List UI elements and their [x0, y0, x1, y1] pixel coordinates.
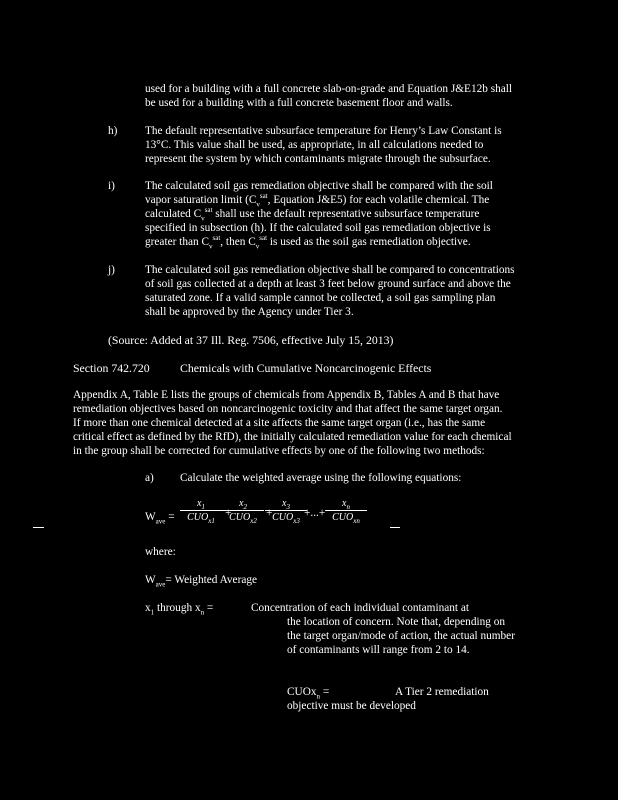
appendix-line-2: remediation objectives based on noncarcinogenic toxicity and that affect the same target organ. [73, 403, 503, 415]
def-cuo-symbol: CUOx$_n$ = [287, 686, 330, 701]
def-wave: $W_{ave}=$ Weighted Average [145, 574, 258, 589]
def-x-line-1: Concentration of each individual contaminant at [251, 602, 470, 614]
equation-term-3: $x_3$ $CUO_{x3}$ [265, 498, 307, 523]
equation-plus-2: + [266, 507, 273, 519]
appendix-line-3: If more than one chemical detected at a site affects the same target organ (i.e., has the same [73, 417, 486, 429]
equation-term-n: $x_n$ $CUO_{xn}$ [325, 498, 367, 523]
item-j-line-4: shall be approved by the Agency under Tier 3. [145, 306, 354, 318]
item-i-line-4: specified in subsection (h). If the calculated soil gas remediation objective is [145, 222, 491, 234]
equation-lhs: $W_{ave}$ = [145, 511, 175, 526]
def-x-line-4: of contaminants will range from 2 to 14. [287, 644, 470, 656]
item-h-line-3: represent the system by which contaminants migrate through the subsurface. [145, 153, 491, 165]
equation-plus-ellipsis: +...+ [304, 507, 326, 519]
def-x-symbol: $x_1$ through $x_n$ = [145, 602, 214, 617]
item-a-text: Calculate the weighted average using the following equations: [180, 472, 462, 484]
item-h-marker: h) [108, 125, 118, 137]
intro-line-2: be used for a building with a full concrete basement floor and walls. [145, 97, 453, 109]
appendix-line-4: critical effect as defined by the RfD), the initially calculated remediation value for each chemical [73, 431, 512, 443]
item-h-line-2: 13°C. This value shall be used, as appropriate, in all calculations needed to [145, 139, 484, 151]
item-i-marker: i) [108, 180, 115, 192]
equation-plus-1: + [225, 507, 232, 519]
equation-term-2: $x_2$ $CUO_{x2}$ [222, 498, 264, 523]
equation-term-1: $x_1$ $CUO_{x1}$ [180, 498, 222, 523]
def-x-line-2: the location of concern. Note that, depending on [287, 616, 506, 628]
section-number: Section 742.720 [73, 361, 150, 375]
item-j-marker: j) [108, 264, 115, 276]
source-note: (Source: Added at 37 Ill. Reg. 7506, effective July 15, 2013) [108, 333, 394, 347]
left-margin-mark [33, 527, 44, 528]
item-h-paragraph [145, 124, 545, 166]
appendix-paragraph [73, 388, 512, 458]
item-h-line-1: The default representative subsurface temperature for Henry’s Law Constant is [145, 125, 502, 137]
intro-paragraph [145, 82, 545, 110]
intro-line-1: used for a building with a full concrete slab-on-grade and Equation J&E12b shall [145, 83, 513, 95]
section-title: Chemicals with Cumulative Noncarcinogenic Effects [180, 361, 432, 375]
def-x-line-3: the target organ/mode of action, the actual number [287, 630, 515, 642]
item-j-line-2: of soil gas collected at a depth at least 3 feet below ground surface and above the [145, 278, 511, 290]
item-i-line-1: The calculated soil gas remediation objective shall be compared with the soil [145, 180, 493, 192]
item-j-line-1: The calculated soil gas remediation objective shall be compared to concentrations [145, 264, 515, 276]
item-j-paragraph [145, 263, 545, 319]
right-margin-mark [390, 527, 400, 528]
item-a-marker: a) [145, 472, 154, 484]
appendix-line-5: in the group shall be corrected for cumulative effects by one of the following two methods: [73, 445, 485, 457]
item-i-paragraph [145, 179, 545, 249]
def-cuo-line-1: A Tier 2 remediation [395, 686, 489, 698]
item-j-line-3: saturated zone. If a valid sample cannot be collected, a soil gas sampling plan [145, 292, 496, 304]
item-i-line-3: calculated $C_v^{sat}$ shall use the default representative subsurface temperature [145, 206, 480, 223]
appendix-line-1: Appendix A, Table E lists the groups of chemicals from Appendix B, Tables A and B that have [73, 389, 500, 401]
where-label: where: [145, 546, 176, 558]
item-i-line-5: greater than $C_v^{sat}$, then $C_v^{sat}$ is used as the soil gas remediation objective. [145, 234, 471, 251]
def-x-text [251, 601, 515, 657]
item-i-line-2: vapor saturation limit ($C_v^{sat}$, Equation J&E5) for each volatile chemical. The [145, 192, 490, 209]
def-cuo-line-2: objective must be developed [287, 700, 416, 712]
